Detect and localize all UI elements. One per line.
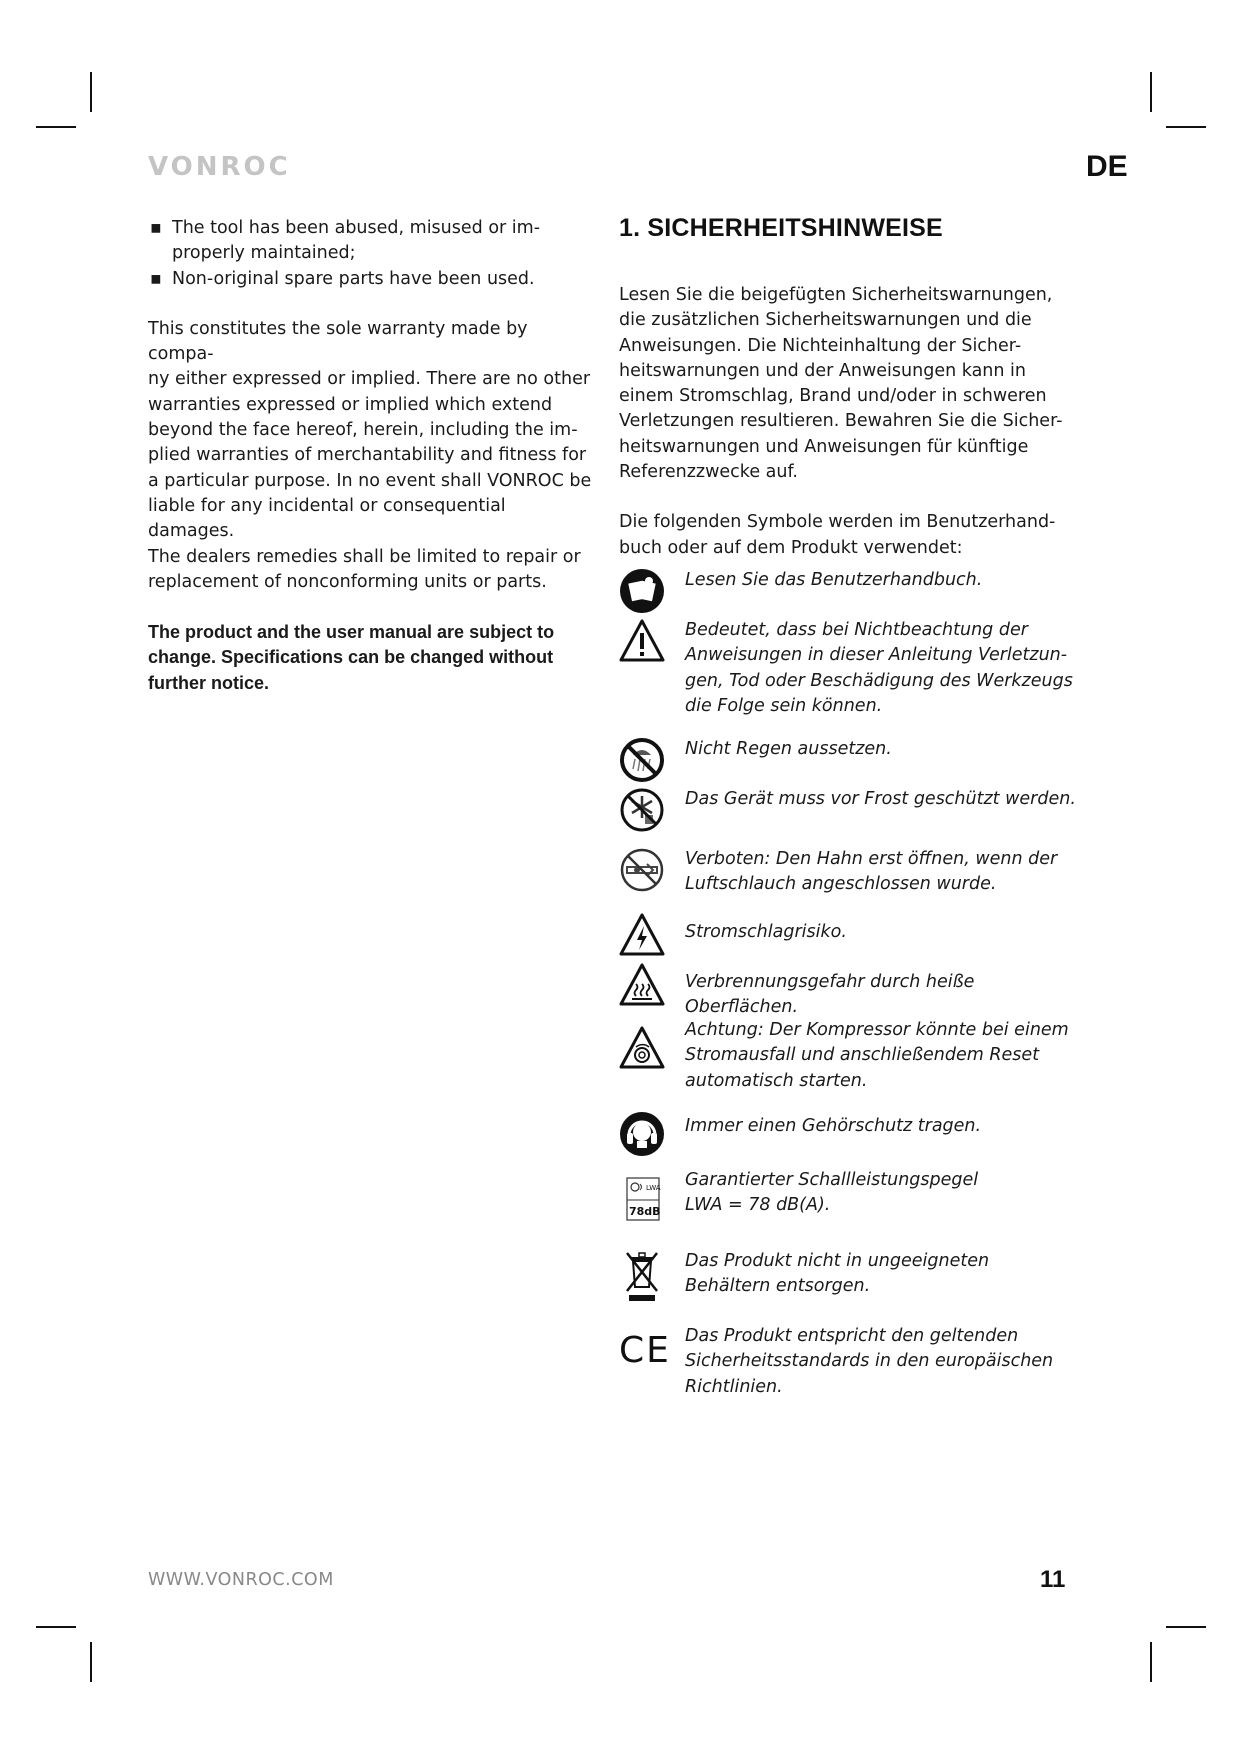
symbol-description: Achtung: Der Kompressor könnte bei einem	[685, 1020, 1069, 1040]
no-rain-icon	[619, 737, 665, 783]
text-line: The dealers remedies shall be limited to repair or	[148, 546, 581, 567]
symbol-description: Behältern entsorgen.	[685, 1276, 871, 1297]
bullet: ▪	[150, 268, 162, 289]
text-line: beyond the face hereof, herein, including the im-	[148, 420, 578, 441]
text-line: Verletzungen resultieren. Bewahren Sie die Sicher-	[619, 411, 1063, 432]
text-line: Lesen Sie die beigefügten Sicherheitswarnungen,	[619, 285, 1053, 305]
symbol-description: Bedeutet, dass bei Nichtbeachtung der	[685, 620, 1028, 640]
text-line: a particular purpose. In no event shall VONROC be	[148, 470, 592, 491]
crop-mark	[1150, 72, 1152, 112]
warranty-exclusion-list	[148, 216, 596, 292]
text-line: buch oder auf dem Produkt verwendet:	[619, 537, 963, 558]
list-item-line: properly maintained;	[172, 243, 356, 264]
warning-triangle-icon	[619, 618, 665, 664]
symbol-description: gen, Tod oder Beschädigung des Werkzeugs	[685, 670, 1073, 691]
bullet: ▪	[150, 218, 162, 238]
crop-mark	[36, 126, 76, 128]
symbol-description: Garantierter Schallleistungspegel	[685, 1170, 979, 1190]
symbol-description: Stromschlagrisiko.	[685, 922, 847, 942]
symbol-description: Das Produkt entspricht den geltenden	[685, 1326, 1019, 1346]
symbol-description: Sicherheitsstandards in den europäischen	[685, 1351, 1054, 1372]
right-column	[619, 214, 1079, 561]
list-item-line: The tool has been abused, misused or im-	[172, 218, 541, 238]
symbol-description: Stromausfall und anschließendem Reset	[685, 1045, 1040, 1066]
symbol-description: automatisch starten.	[685, 1070, 868, 1091]
footer-url: WWW.VONROC.COM	[148, 1570, 334, 1590]
list-item-line: Non-original spare parts have been used.	[172, 268, 535, 289]
brand-logo: VONROC	[148, 152, 291, 182]
text-line: heitswarnungen und Anweisungen für künftige	[619, 436, 1029, 457]
symbol-description: Das Gerät muss vor Frost geschützt werden.	[685, 789, 1076, 809]
symbol-description: Verbrennungsgefahr durch heiße Oberflächen.	[685, 972, 975, 1018]
text-line: heitswarnungen und der Anweisungen kann in	[619, 360, 1026, 381]
section-heading: 1. SICHERHEITSHINWEISE	[619, 214, 943, 242]
read-manual-icon	[619, 568, 665, 614]
symbol-description: die Folge sein können.	[685, 695, 883, 716]
auto-start-icon	[619, 1025, 665, 1071]
crop-mark	[90, 1642, 92, 1682]
frost-protection-icon	[619, 787, 665, 833]
text-line: Anweisungen. Die Nichteinhaltung der Sicher-	[619, 335, 1022, 356]
text-line: change. Specifications can be changed without	[148, 647, 554, 668]
ce-mark-icon	[619, 1328, 671, 1374]
text-line: die zusätzlichen Sicherheitswarnungen und die	[619, 310, 1032, 331]
text-line: Die folgenden Symbole werden im Benutzerhand-	[619, 512, 1056, 533]
ce-mark-text: CE	[619, 1330, 671, 1371]
text-line: plied warranties of merchantability and fitness for	[148, 445, 587, 466]
text-line: warranties expressed or implied which extend	[148, 394, 553, 415]
symbol-description: Richtlinien.	[685, 1376, 783, 1397]
sound-level-lwa-label: LWA	[646, 1184, 661, 1192]
symbol-description: Immer einen Gehörschutz tragen.	[685, 1116, 982, 1136]
text-line: liable for any incidental or consequential damages.	[148, 495, 506, 542]
list-item	[148, 216, 596, 267]
weee-bin-icon	[619, 1249, 665, 1305]
crop-mark	[36, 1626, 76, 1628]
language-code: DE	[1086, 150, 1128, 183]
hot-surface-icon	[619, 962, 665, 1008]
text-line: This constitutes the sole warranty made by compa-	[148, 318, 528, 365]
symbol-description: Verboten: Den Hahn erst öffnen, wenn der	[685, 849, 1058, 869]
text-line: further notice.	[148, 672, 270, 693]
symbols-intro-paragraph	[619, 510, 1079, 561]
symbol-description: Anweisungen in dieser Anleitung Verletzun-	[685, 645, 1068, 666]
crop-mark	[90, 72, 92, 112]
text-line: replacement of nonconforming units or parts.	[148, 571, 547, 592]
left-column	[148, 216, 596, 696]
text-line: ny either expressed or implied. There are no other	[148, 369, 591, 390]
crop-mark	[1150, 1642, 1152, 1682]
change-notice	[148, 620, 596, 696]
symbol-description: Das Produkt nicht in ungeeigneten	[685, 1251, 990, 1271]
symbol-description: Lesen Sie das Benutzerhandbuch.	[685, 570, 983, 590]
sound-level-db-label: 78dB	[629, 1205, 661, 1218]
text-line: The product and the user manual are subject to	[148, 622, 555, 643]
safety-intro-paragraph	[619, 283, 1079, 485]
electric-shock-icon	[619, 912, 665, 958]
symbol-description: Nicht Regen aussetzen.	[685, 739, 892, 759]
warranty-paragraph	[148, 317, 596, 595]
crop-mark	[1166, 1626, 1206, 1628]
list-item	[148, 267, 596, 292]
text-line: Referenzzwecke auf.	[619, 462, 798, 483]
ear-protection-icon	[619, 1111, 665, 1157]
crop-mark	[1166, 126, 1206, 128]
text-line: einem Stromschlag, Brand und/oder in schweren	[619, 386, 1047, 407]
no-open-valve-icon	[619, 847, 665, 893]
sound-level-icon	[619, 1176, 665, 1222]
page-number: 11	[1040, 1566, 1066, 1593]
symbol-description: LWA = 78 dB(A).	[685, 1195, 831, 1216]
symbol-description: Luftschlauch angeschlossen wurde.	[685, 874, 997, 895]
